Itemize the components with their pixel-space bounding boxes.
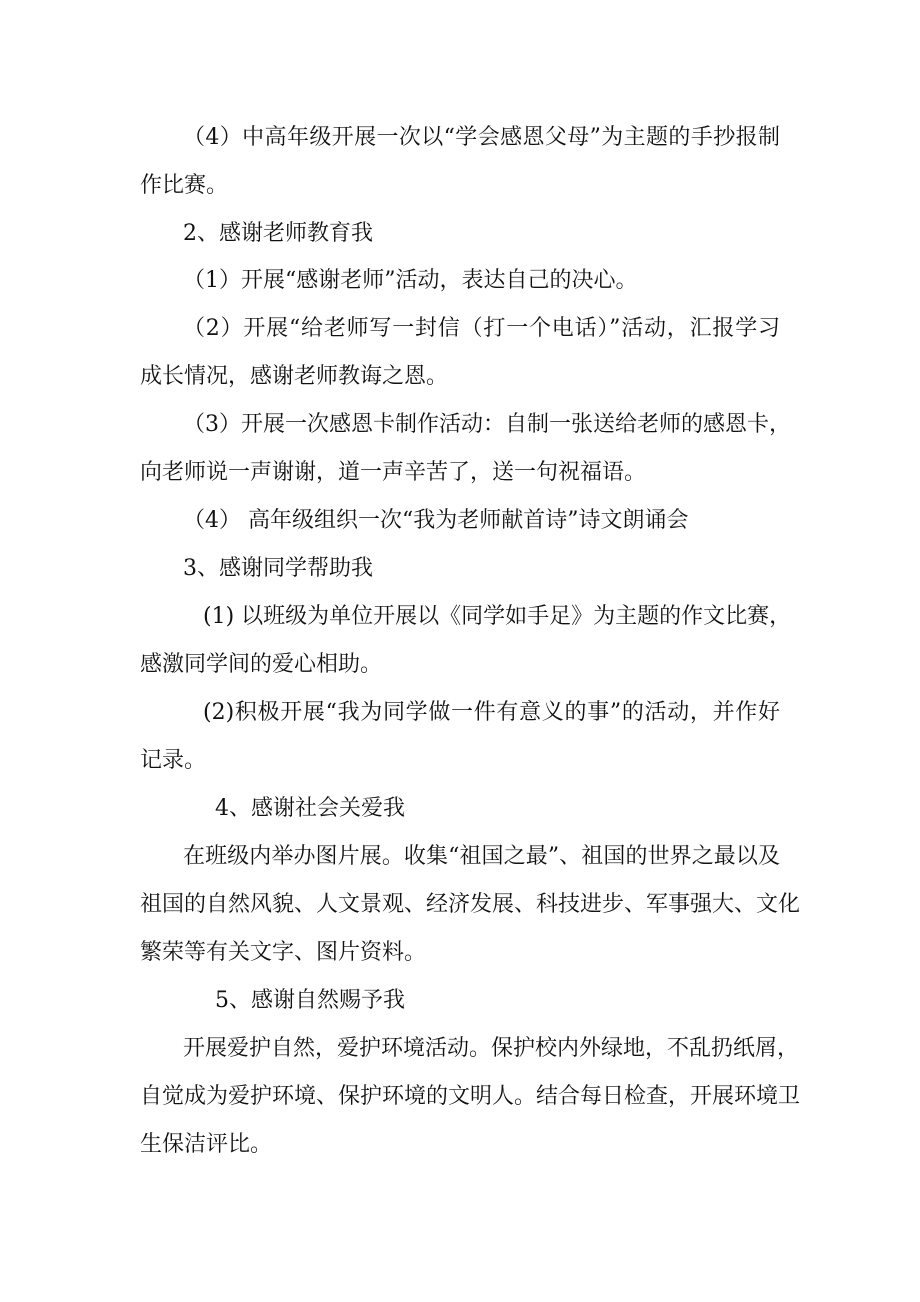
paragraph-line: 作比赛。 (140, 173, 229, 198)
paragraph-line: 祖国的自然风貌、人文景观、经济发展、科技进步、军事强大、文化 (140, 892, 801, 917)
paragraph-line: 记录。 (140, 748, 207, 773)
paragraph-line: （4） 高年级组织一次“我为老师献首诗”诗文朗诵会 (183, 508, 689, 533)
paragraph-line: 开展爱护自然，爱护环境活动。保护校内外绿地，不乱扔纸屑， (183, 1036, 800, 1061)
paragraph-line: 感激同学间的爱心相助。 (140, 652, 383, 677)
section-heading: 3、感谢同学帮助我 (183, 556, 373, 581)
section-heading: 2、感谢老师教育我 (183, 221, 373, 246)
paragraph-line: 自觉成为爱护环境、保护环境的文明人。结合每日检查，开展环境卫 (140, 1084, 801, 1109)
paragraph-line: （4）中高年级开展一次以“学会感恩父母”为主题的手抄报制 (183, 125, 780, 150)
paragraph-line: (2)积极开展“我为同学做一件有意义的事”的活动，并作好 (203, 700, 780, 725)
paragraph-line: 在班级内举办图片展。收集“祖国之最”、祖国的世界之最以及 (183, 844, 780, 869)
paragraph-line: (1) 以班级为单位开展以《同学如手足》为主题的作文比赛， (203, 604, 792, 629)
paragraph-line: 生保洁评比。 (140, 1132, 273, 1157)
paragraph-line: 成长情况，感谢老师教诲之恩。 (140, 364, 449, 389)
section-heading: 4、感谢社会关爱我 (215, 796, 405, 821)
paragraph-line: 繁荣等有关文字、图片资料。 (140, 940, 427, 965)
paragraph-line: （1）开展“感谢老师”活动，表达自己的决心。 (183, 268, 638, 293)
paragraph-line: （3）开展一次感恩卡制作活动：自制一张送给老师的感恩卡， (183, 412, 791, 437)
paragraph-line: 向老师说一声谢谢，道一声辛苦了，送一句祝福语。 (140, 460, 647, 485)
section-heading: 5、感谢自然赐予我 (215, 988, 405, 1013)
paragraph-line: （2）开展“给老师写一封信（打一个电话）”活动，汇报学习 (183, 316, 780, 341)
